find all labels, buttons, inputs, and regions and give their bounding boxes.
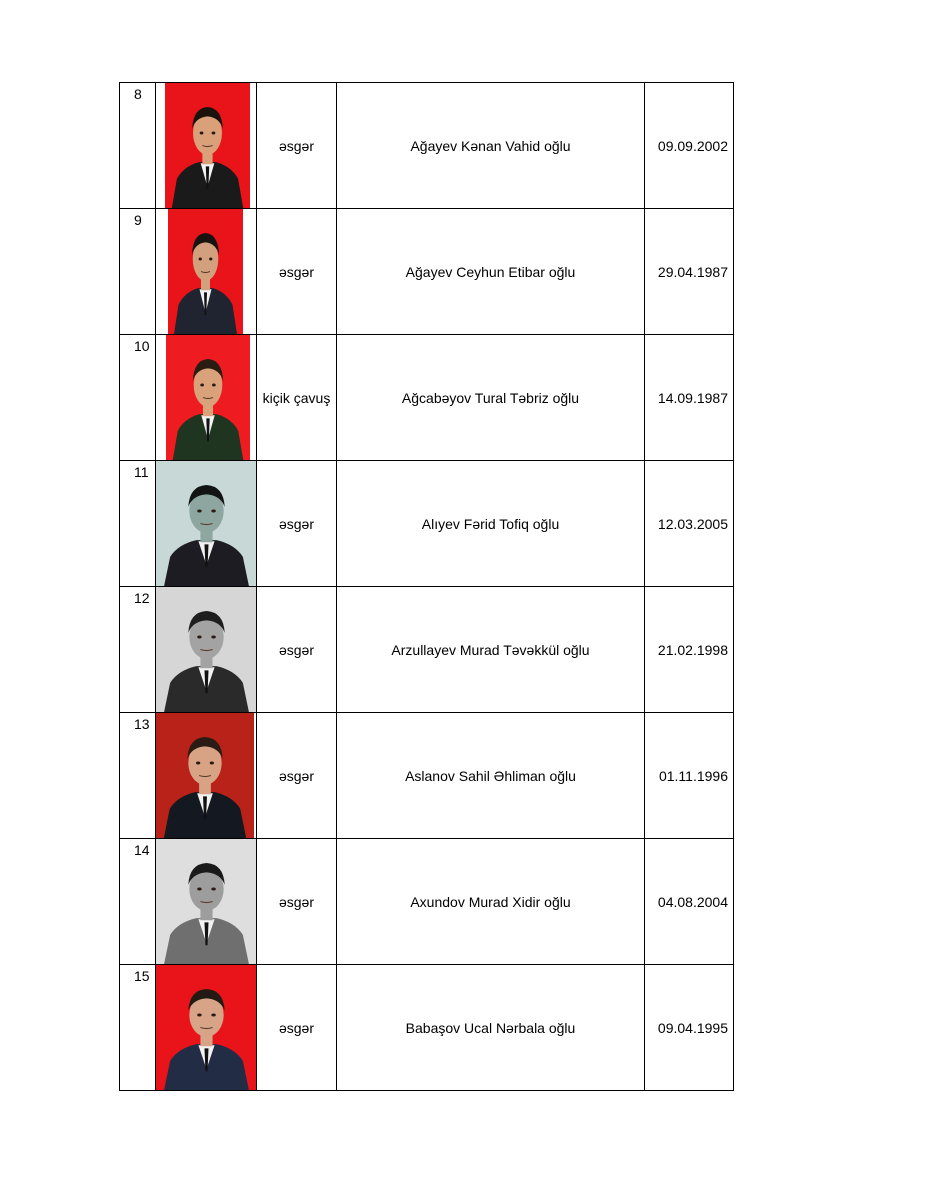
- rank-cell: əsgər: [257, 713, 337, 839]
- name-cell: Arzullayev Murad Təvəkkül oğlu: [337, 587, 645, 713]
- name-cell: Axundov Murad Xidir oğlu: [337, 839, 645, 965]
- name-cell: Babaşov Ucal Nərbala oğlu: [337, 965, 645, 1091]
- rank-cell: əsgər: [257, 965, 337, 1091]
- rank-cell: əsgər: [257, 83, 337, 209]
- photo-cell: [156, 461, 257, 587]
- row-number: 15: [120, 965, 156, 1091]
- rank-cell: əsgər: [257, 587, 337, 713]
- soldier-portrait-icon: [168, 209, 243, 334]
- name-cell: Aslanov Sahil Əhliman oğlu: [337, 713, 645, 839]
- date-cell: 01.11.1996: [645, 713, 734, 839]
- row-number: 11: [120, 461, 156, 587]
- rank-cell: əsgər: [257, 461, 337, 587]
- date-cell: 09.09.2002: [645, 83, 734, 209]
- roster-table: [119, 82, 734, 1091]
- rank-cell: əsgər: [257, 209, 337, 335]
- name-cell: Alıyev Fərid Tofiq oğlu: [337, 461, 645, 587]
- photo-cell: [156, 713, 257, 839]
- soldier-portrait-icon: [156, 965, 257, 1090]
- soldier-portrait-icon: [156, 587, 257, 712]
- date-cell: 29.04.1987: [645, 209, 734, 335]
- photo-cell: [156, 839, 257, 965]
- table-row: [120, 839, 734, 965]
- date-cell: 09.04.1995: [645, 965, 734, 1091]
- date-cell: 21.02.1998: [645, 587, 734, 713]
- photo-cell: [156, 335, 257, 461]
- row-number: 9: [120, 209, 156, 335]
- row-number: 14: [120, 839, 156, 965]
- table-row: [120, 83, 734, 209]
- soldier-portrait-icon: [166, 335, 250, 460]
- date-cell: 14.09.1987: [645, 335, 734, 461]
- photo-cell: [156, 587, 257, 713]
- soldier-portrait-icon: [156, 461, 257, 586]
- rank-cell: əsgər: [257, 839, 337, 965]
- date-cell: 12.03.2005: [645, 461, 734, 587]
- photo-cell: [156, 209, 257, 335]
- name-cell: Ağcabəyov Tural Təbriz oğlu: [337, 335, 645, 461]
- soldier-portrait-icon: [156, 839, 257, 964]
- name-cell: Ağayev Kənan Vahid oğlu: [337, 83, 645, 209]
- rank-cell: kiçik çavuş: [257, 335, 337, 461]
- table-row: [120, 209, 734, 335]
- table-row: [120, 713, 734, 839]
- soldier-portrait-icon: [165, 83, 250, 208]
- row-number: 12: [120, 587, 156, 713]
- soldier-portrait-icon: [156, 713, 254, 838]
- date-cell: 04.08.2004: [645, 839, 734, 965]
- row-number: 10: [120, 335, 156, 461]
- roster-body: [120, 83, 734, 1091]
- table-row: [120, 587, 734, 713]
- row-number: 13: [120, 713, 156, 839]
- table-row: [120, 461, 734, 587]
- row-number: 8: [120, 83, 156, 209]
- photo-cell: [156, 965, 257, 1091]
- name-cell: Ağayev Ceyhun Etibar oğlu: [337, 209, 645, 335]
- photo-cell: [156, 83, 257, 209]
- table-row: [120, 965, 734, 1091]
- table-row: [120, 335, 734, 461]
